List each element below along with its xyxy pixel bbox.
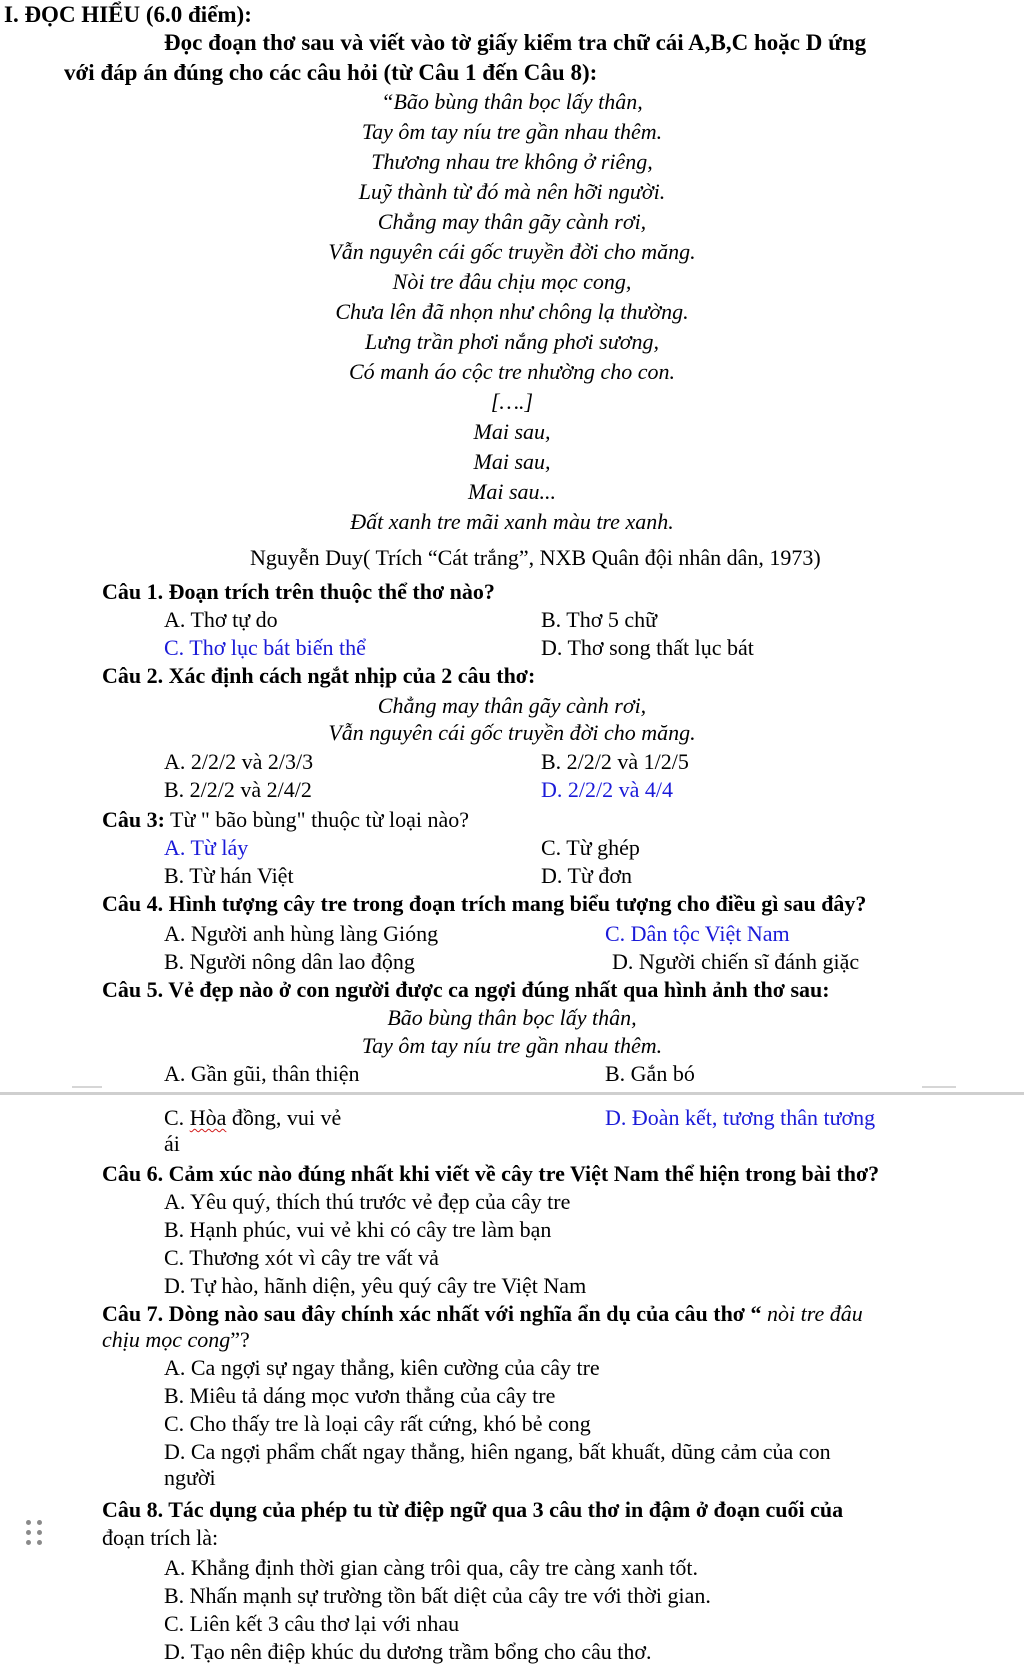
q8-option-b: B. Nhấn mạnh sự trường tồn bất diệt của cây tre với thời gian. (164, 1583, 711, 1608)
q5-option-a: A. Gần gũi, thân thiện (164, 1061, 360, 1086)
poem-line: “Bão bùng thân bọc lấy thân, (381, 89, 643, 114)
q4-option-d: D. Người chiến sĩ đánh giặc (612, 949, 860, 974)
poem-ellipsis: [….] (490, 389, 534, 414)
question-5: Câu 5. Vẻ đẹp nào ở con người được ca ngợi đúng nhất qua hình ảnh thơ sau: (102, 977, 830, 1002)
q2-verse: Chẳng may thân gãy cành rơi, (377, 693, 647, 718)
poem-line: Nòi tre đâu chịu mọc cong, (392, 269, 632, 294)
q1-option-b: B. Thơ 5 chữ (541, 607, 658, 632)
q3-label: Câu 3: (102, 807, 165, 832)
poem-line: Mai sau, (473, 449, 551, 474)
q5-option-c-rest: đồng, vui vẻ (226, 1105, 342, 1130)
question-8-continued: đoạn trích là: (102, 1525, 219, 1550)
question-2: Câu 2. Xác định cách ngắt nhịp của 2 câu thơ: (102, 663, 536, 688)
q1-option-a: A. Thơ tự do (164, 607, 278, 632)
q7-quote: nòi tre đâu (761, 1301, 863, 1326)
q4-option-a: A. Người anh hùng làng Gióng (164, 921, 439, 946)
q3-option-c: B. Từ hán Việt (164, 863, 294, 888)
q2-option-a: A. 2/2/2 và 2/3/3 (164, 749, 314, 774)
q2-option-b: B. 2/2/2 và 1/2/5 (541, 749, 689, 774)
q7-option-d: D. Ca ngợi phẩm chất ngay thẳng, hiên ngang, bất khuất, dũng cảm của con (164, 1439, 831, 1464)
q6-option-a: A. Yêu quý, thích thú trước vẻ đẹp của cây tre (164, 1189, 571, 1214)
spelling-flag: Hòa (189, 1105, 227, 1130)
poem-line: Đất xanh tre mãi xanh màu tre xanh. (350, 509, 674, 534)
q7-text-end: ”? (230, 1327, 250, 1352)
drag-handle-icon[interactable] (26, 1520, 48, 1554)
q6-option-b: B. Hạnh phúc, vui vẻ khi có cây tre làm bạn (164, 1217, 552, 1242)
q4-option-b: C. Dân tộc Việt Nam (605, 921, 790, 946)
q5-option-c (164, 1107, 341, 1129)
q8-option-a: A. Khẳng định thời gian càng trôi qua, cây tre càng xanh tốt. (164, 1555, 698, 1580)
q5-option-b: B. Gắn bó (605, 1061, 695, 1086)
page-margin-mark (922, 1086, 956, 1088)
q3-option-d: D. Từ đơn (541, 863, 632, 888)
section-title: I. ĐỌC HIỂU (6.0 điểm): (4, 2, 252, 27)
q5-verse: Tay ôm tay níu tre gần nhau thêm. (361, 1033, 663, 1058)
q3-option-a: A. Từ láy (164, 835, 249, 860)
page-margin-mark (72, 1086, 102, 1088)
q7-option-c: C. Cho thấy tre là loại cây rất cứng, khó bẻ cong (164, 1411, 591, 1436)
poem-line: Vẫn nguyên cái gốc truyền đời cho măng. (328, 239, 696, 264)
q8-option-c: C. Liên kết 3 câu thơ lại với nhau (164, 1611, 460, 1636)
poem-line: Chưa lên đã nhọn như chông lạ thường. (335, 299, 689, 324)
q3-option-b: C. Từ ghép (541, 835, 640, 860)
q6-option-c: C. Thương xót vì cây tre vất vả (164, 1245, 439, 1270)
question-6: Câu 6. Cảm xúc nào đúng nhất khi viết về cây tre Việt Nam thể hiện trong bài thơ? (102, 1161, 880, 1186)
instruction-line-1: Đọc đoạn thơ sau và viết vào tờ giấy kiểm tra chữ cái A,B,C hoặc D ứng (164, 30, 867, 55)
q3-text: Từ " bão bùng" thuộc từ loại nào? (164, 807, 470, 832)
poem-line: Lưng trần phơi nắng phơi sương, (365, 329, 659, 354)
q7-text: Câu 7. Dòng nào sau đây chính xác nhất với nghĩa ẩn dụ của câu thơ “ (102, 1301, 762, 1326)
question-7 (102, 1303, 863, 1325)
q1-option-c: C. Thơ lục bát biến thể (164, 635, 366, 660)
q6-option-d: D. Tự hào, hãnh diện, yêu quý cây tre Việt Nam (164, 1273, 587, 1298)
q5-option-d-continued: ái (164, 1131, 180, 1156)
q7-quote: chịu mọc cong (102, 1327, 231, 1352)
q1-option-d: D. Thơ song thất lục bát (541, 635, 754, 660)
q4-option-c: B. Người nông dân lao động (164, 949, 415, 974)
q5-verse: Bão bùng thân bọc lấy thân, (387, 1005, 637, 1030)
q2-verse: Vẫn nguyên cái gốc truyền đời cho măng. (328, 720, 696, 745)
q7-option-b: B. Miêu tả dáng mọc vươn thẳng của cây tre (164, 1383, 556, 1408)
poem-line: Tay ôm tay níu tre gần nhau thêm. (361, 119, 663, 144)
poem-line: Mai sau... (468, 479, 556, 504)
poem-line: Có manh áo cộc tre nhường cho con. (349, 359, 675, 384)
poem-line: Mai sau, (473, 419, 551, 444)
poem-line: Chẳng may thân gãy cành rơi, (377, 209, 647, 234)
q8-option-d: D. Tạo nên điệp khúc du dương trầm bổng cho câu thơ. (164, 1639, 652, 1664)
question-7-continued (102, 1329, 250, 1351)
q7-option-a: A. Ca ngợi sự ngay thẳng, kiên cường của cây tre (164, 1355, 600, 1380)
q2-option-c: B. 2/2/2 và 2/4/2 (164, 777, 312, 802)
poem-line: Luỹ thành từ đó mà nên hỡi người. (358, 179, 666, 204)
q7-option-d-continued: người (164, 1465, 216, 1490)
question-1: Câu 1. Đoạn trích trên thuộc thể thơ nào? (102, 579, 495, 604)
instruction-line-2: với đáp án đúng cho các câu hỏi (từ Câu 1 đến Câu 8): (64, 60, 598, 85)
q2-option-d: D. 2/2/2 và 4/4 (541, 777, 673, 802)
question-3 (102, 809, 469, 831)
q5-option-d: D. Đoàn kết, tương thân tương (605, 1105, 876, 1130)
question-4: Câu 4. Hình tượng cây tre trong đoạn trích mang biểu tượng cho điều gì sau đây? (102, 891, 867, 916)
question-8: Câu 8. Tác dụng của phép tu từ điệp ngữ qua 3 câu thơ in đậm ở đoạn cuối của (102, 1497, 844, 1522)
q5-option-c-prefix: C. (164, 1105, 190, 1130)
poem-line: Thương nhau tre không ở riêng, (371, 149, 653, 174)
poem-source: Nguyễn Duy( Trích “Cát trắng”, NXB Quân đội nhân dân, 1973) (250, 545, 821, 570)
page-separator (0, 1092, 1024, 1095)
